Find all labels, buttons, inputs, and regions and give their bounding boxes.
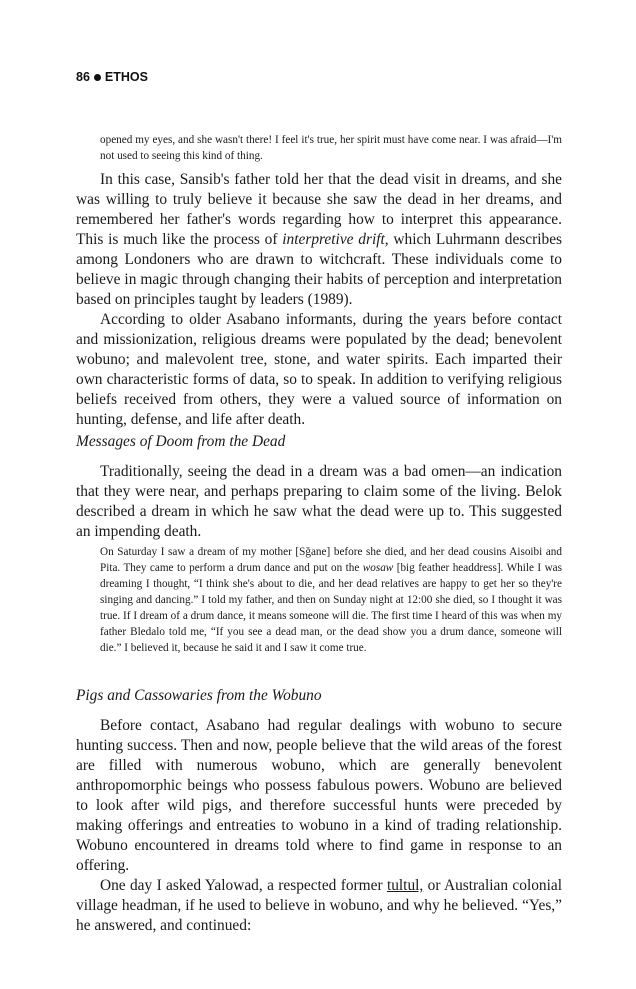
journal-title: ETHOS: [104, 70, 148, 84]
running-header: [76, 70, 148, 84]
page-number: 86: [76, 70, 90, 84]
section-heading-2: Pigs and Cassowaries from the Wobuno: [76, 687, 322, 704]
block-extract-1: [100, 132, 562, 164]
block-paragraphs-1: [76, 170, 562, 430]
paragraph-2: According to older Asabano informants, during the years before contact and missionization, religious dreams were populated by the dead; benevolent wobuno; and malevolent tree, stone, and water spirits. Each imparted their own characteristic forms of data, so to speak. In addition to verifying religious beliefs received from others, they were a valued source of information on hunting, defense, and life after death.: [76, 311, 562, 428]
section-heading-1: Messages of Doom from the Dead: [76, 433, 286, 450]
extract-2: On Saturday I saw a dream of my mother [Sğane] before she died, and her dead cousins Aisoibi and Pita. They came to perform a drum dance and put on the wosaw [big feather headdress]. While I was dreaming I thought, “I think she's about to die, and her dead relatives are happy to get her so they're singing and dancing.” I told my father, and then on Sunday night at 12:00 she died, so I thought it was true. If I dream of a drum dance, it means someone will die. The first time I heard of this was when my father Bledalo told me, “If you see a dead man, or the dead show you a drum dance, someone will die.” I believed it, because he said it and I saw it come true.: [100, 546, 562, 654]
extract-1: opened my eyes, and she wasn't there! I feel it's true, her spirit must have come near. I was afraid—I'm not used to seeing this kind of thing.: [100, 134, 562, 162]
block-paragraphs-2: [76, 716, 562, 936]
paragraph-1: In this case, Sansib's father told her that the dead visit in dreams, and she was willing to truly believe it because she saw the dead in her dreams, and remembered her father's words regarding how to interpret this appearance. This is much like the process of interpretive drift, which Luhrmann describes among Londoners who are drawn to witchcraft. These individuals come to believe in magic through changing their habits of perception and interpretation based on principles taught by leaders (1989).: [76, 171, 563, 308]
paragraph-4: Before contact, Asabano had regular dealings with wobuno to secure hunting success. Then and now, people believe that the wild areas of the forest are filled with numerous wobuno, which are generally benevolent anthropomorphic beings who possess fabulous powers. Wobuno are believed to look after wild pigs, and therefore successful hunts were preceded by making offerings and entreaties to wobuno in a kind of trading relationship. Wobuno encountered in dreams told where to find game in response to an offering.: [76, 717, 562, 874]
bullet-icon: [94, 74, 101, 81]
paragraph-5: One day I asked Yalowad, a respected former tultul, or Australian colonial village headman, if he used to believe in wobuno, and why he believed. “Yes,” he answered, and continued:: [76, 877, 562, 934]
block-paragraph-3: [76, 462, 562, 542]
paragraph-3: Traditionally, seeing the dead in a dream was a bad omen—an indication that they were near, and perhaps preparing to claim some of the living. Belok described a dream in which he saw what the dead were up to. This suggested an impending death.: [76, 463, 562, 540]
block-extract-2: [100, 544, 562, 656]
